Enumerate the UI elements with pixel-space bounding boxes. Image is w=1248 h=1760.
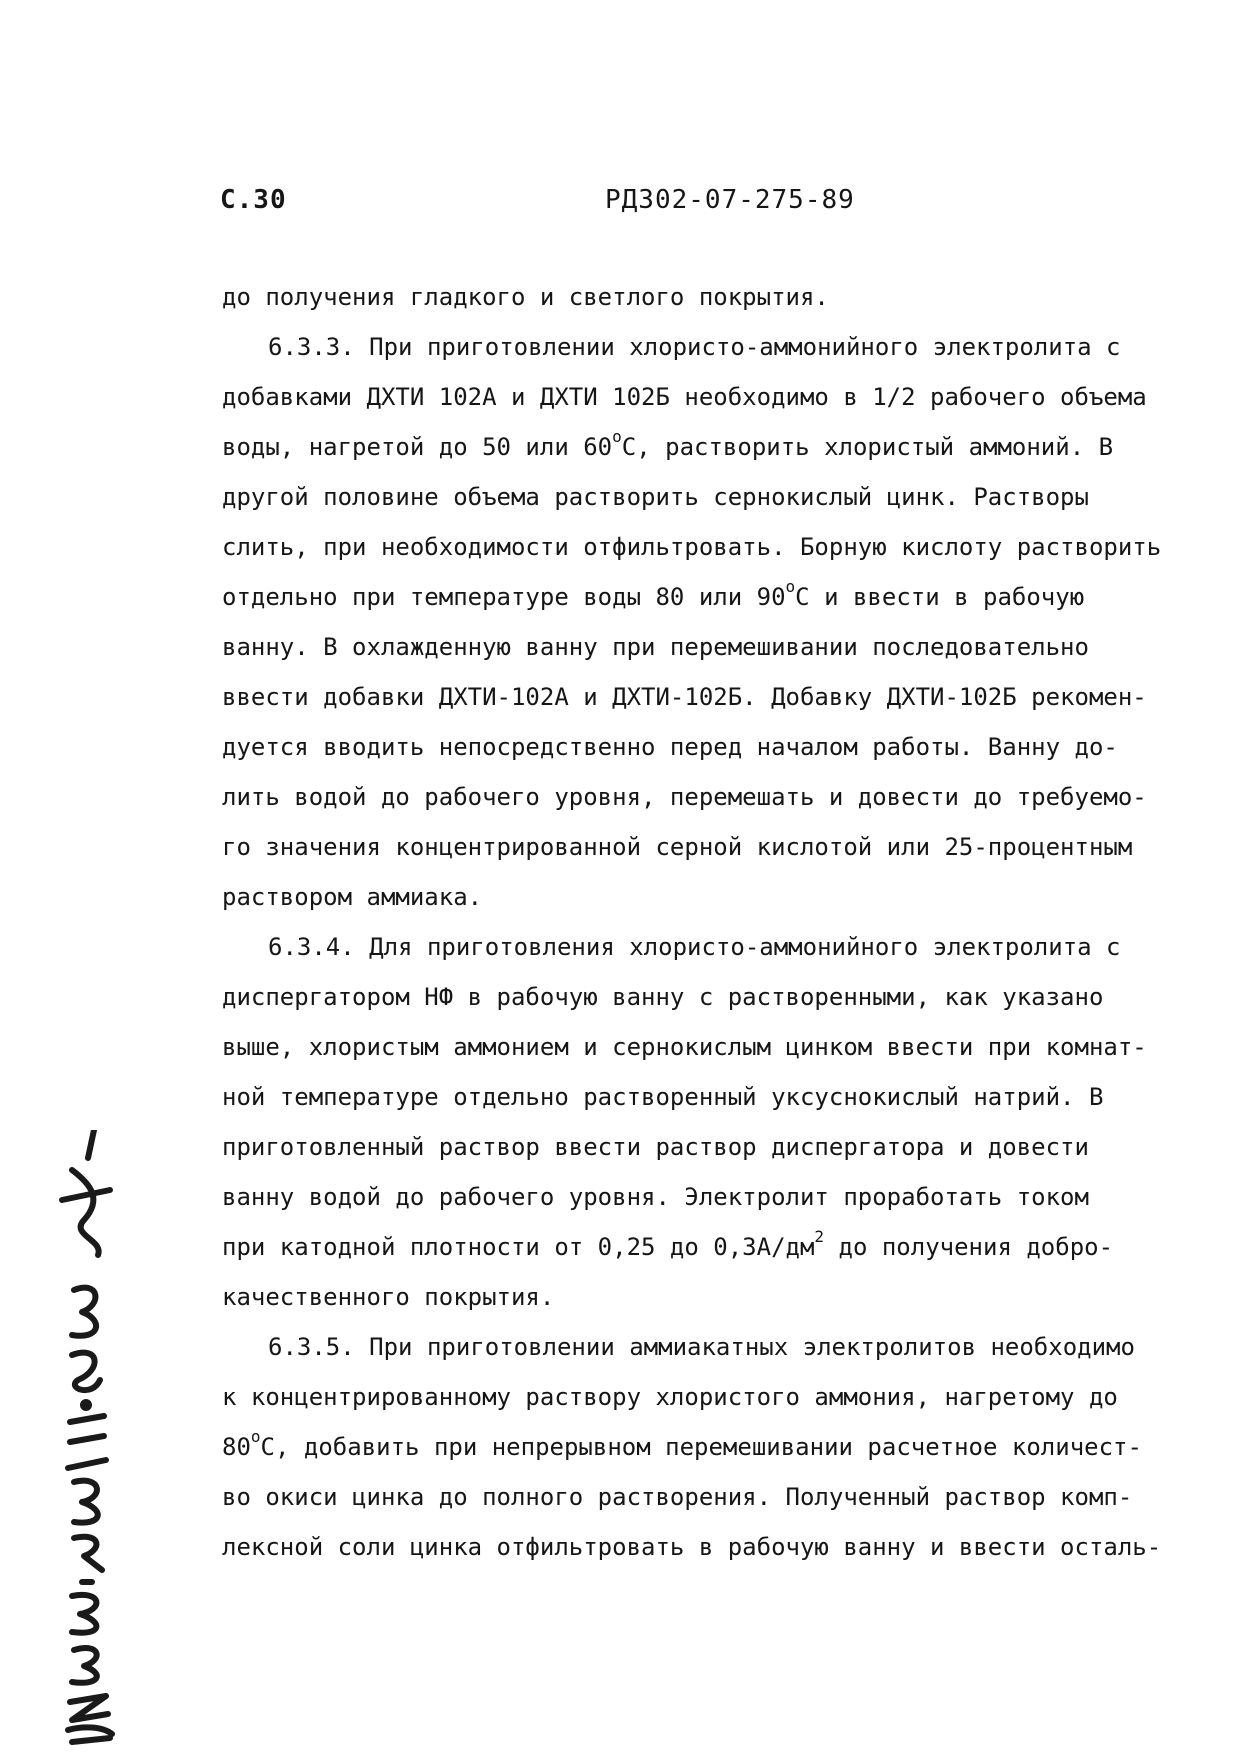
text-line-content: добавками ДХТИ 102А и ДХТИ 102Б необходимо в 1/2 рабочего объема bbox=[222, 383, 1147, 411]
superscript: 2 bbox=[814, 1227, 825, 1246]
text-line-content: го значения концентрированной серной кислотой или 25-процентным bbox=[222, 833, 1133, 861]
text-line bbox=[222, 472, 1212, 522]
document-code: РД302-07-275-89 bbox=[605, 185, 855, 215]
text-line bbox=[222, 772, 1212, 822]
text-line bbox=[222, 1172, 1212, 1222]
superscript: о bbox=[785, 577, 796, 596]
text-line bbox=[222, 1322, 1212, 1372]
text-line-content: ной температуре отдельно растворенный уксуснокислый натрий. В bbox=[222, 1083, 1104, 1111]
text-line bbox=[222, 1272, 1212, 1322]
text-line-continuation: С, растворить хлористый аммоний. В bbox=[621, 433, 1114, 461]
text-line-content: дуется вводить непосредственно перед началом работы. Ванну до- bbox=[222, 733, 1118, 761]
text-line bbox=[222, 1422, 1212, 1472]
text-line-content: лексной соли цинка отфильтровать в рабочую ванну и ввести осталь- bbox=[222, 1533, 1162, 1561]
text-line bbox=[222, 1372, 1212, 1422]
text-line bbox=[222, 722, 1212, 772]
text-line-continuation: до получения добро- bbox=[824, 1233, 1114, 1261]
page-number: С.30 bbox=[220, 185, 287, 215]
text-line-content: 6.3.5. При приготовлении аммиакатных электролитов необходимо bbox=[268, 1333, 1135, 1361]
text-line bbox=[222, 1122, 1212, 1172]
text-line-content: во окиси цинка до полного растворения. Полученный раствор комп- bbox=[222, 1483, 1133, 1511]
text-line bbox=[222, 822, 1212, 872]
superscript: о bbox=[250, 1427, 261, 1446]
text-line-content: лить водой до рабочего уровня, перемешать и довести до требуемо- bbox=[222, 783, 1147, 811]
text-line bbox=[222, 872, 1212, 922]
text-line bbox=[222, 922, 1212, 972]
text-line bbox=[222, 622, 1212, 672]
page-header bbox=[0, 185, 1248, 225]
text-line bbox=[222, 372, 1212, 422]
text-line-content: ванну. В охлажденную ванну при перемешивании последовательно bbox=[222, 633, 1089, 661]
text-line-content: слить, при необходимости отфильтровать. Борную кислоту растворить bbox=[222, 533, 1162, 561]
text-line-content: приготовленный раствор ввести раствор диспергатора и довести bbox=[222, 1133, 1089, 1161]
text-line-content: другой половине объема растворить сернокислый цинк. Растворы bbox=[222, 483, 1089, 511]
text-line bbox=[222, 1222, 1212, 1272]
text-line-content: воды, нагретой до 50 или 60 bbox=[222, 433, 613, 461]
text-line bbox=[222, 1472, 1212, 1522]
body-text bbox=[222, 272, 1212, 1572]
text-line-content: 80 bbox=[222, 1433, 251, 1461]
text-line bbox=[222, 672, 1212, 722]
text-line-content: до получения гладкого и светлого покрытия. bbox=[222, 283, 829, 311]
text-line bbox=[222, 572, 1212, 622]
text-line-content: выше, хлористым аммонием и сернокислым цинком ввести при комнат- bbox=[222, 1033, 1147, 1061]
text-line-content: ванну водой до рабочего уровня. Электролит проработать током bbox=[222, 1183, 1089, 1211]
superscript: о bbox=[612, 427, 622, 446]
text-line-content: 6.3.4. Для приготовления хлористо-аммонийного электролита с bbox=[268, 933, 1121, 961]
text-line bbox=[222, 522, 1212, 572]
text-line-content: 6.3.3. При приготовлении хлористо-аммонийного электролита с bbox=[268, 333, 1121, 361]
text-line bbox=[222, 1022, 1212, 1072]
text-line-continuation: С, добавить при непрерывном перемешивании расчетное количест- bbox=[260, 1433, 1142, 1461]
text-line-content: отдельно при температуре воды 80 или 90 bbox=[222, 583, 786, 611]
text-line bbox=[222, 972, 1212, 1022]
text-line-content: ввести добавки ДХТИ-102А и ДХТИ-102Б. Добавку ДХТИ-102Б рекомен- bbox=[222, 683, 1147, 711]
text-line bbox=[222, 272, 1212, 322]
text-line-content: раствором аммиака. bbox=[222, 883, 483, 911]
handwritten-inventory-stamp bbox=[22, 1130, 132, 1750]
text-line bbox=[222, 422, 1212, 472]
text-line-content: диспергатором НФ в рабочую ванну с растворенными, как указано bbox=[222, 983, 1104, 1011]
text-line bbox=[222, 1072, 1212, 1122]
text-line-content: качественного покрытия. bbox=[222, 1283, 555, 1311]
text-line bbox=[222, 322, 1212, 372]
handwritten-inventory-signature bbox=[22, 1130, 132, 1750]
text-line-content: при катодной плотности от 0,25 до 0,3А/дм bbox=[222, 1233, 815, 1261]
text-line-content: к концентрированному раствору хлористого аммония, нагретому до bbox=[222, 1383, 1118, 1411]
text-line bbox=[222, 1522, 1212, 1572]
text-line-continuation: С и ввести в рабочую bbox=[795, 583, 1085, 611]
